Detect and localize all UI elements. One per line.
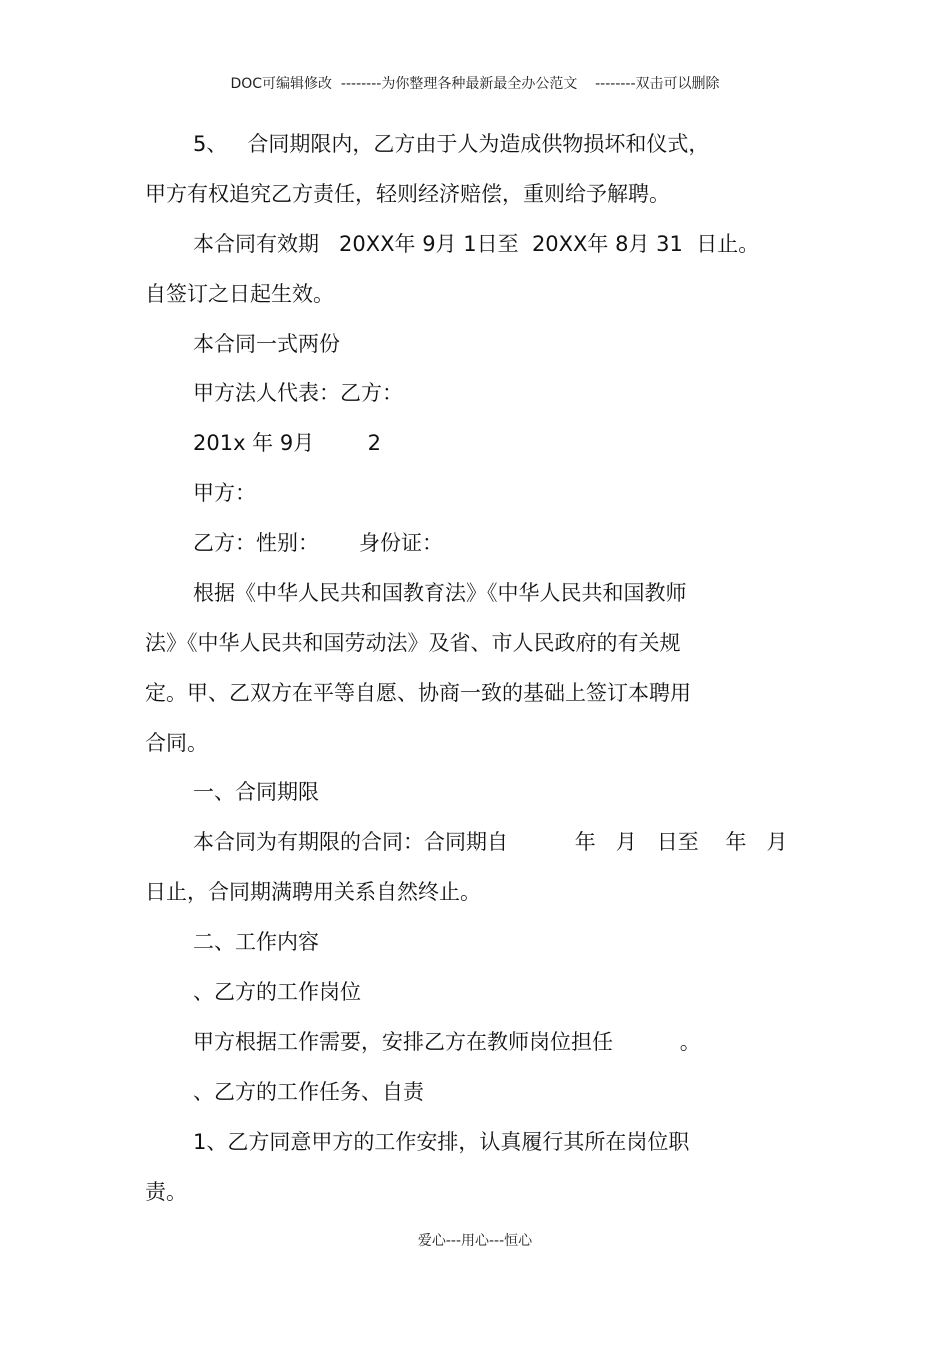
text-line: 根据《中华人民共和国教育法》《中华人民共和国教师 [193, 581, 687, 605]
text-line: 甲方法人代表：乙方： [193, 381, 403, 405]
text-line: 、乙方的工作任务、自责 [193, 1080, 424, 1104]
page-header: DOC可编辑修改 --------为你整理各种最新最全办公范文 --------双击可以删除 [230, 76, 720, 92]
text-line: 合同。 [145, 731, 208, 755]
text-line: 一、合同期限 [193, 780, 319, 804]
text-line: 1、乙方同意甲方的工作安排，认真履行其所在岗位职 [193, 1130, 690, 1154]
text-line: 责。 [145, 1180, 187, 1204]
text-line: 甲方根据工作需要，安排乙方在教师岗位担任 。 [193, 1030, 701, 1054]
text-line: 二、工作内容 [193, 930, 319, 954]
text-line: 5、 合同期限内，乙方由于人为造成供物损坏和仪式， [193, 132, 710, 156]
text-line: 自签订之日起生效。 [145, 282, 334, 306]
text-line: 乙方：性别： 身份证： [193, 531, 444, 555]
text-line: 201x 年 9月 2 [193, 431, 381, 455]
text-line: 本合同有效期 20XX年 9月 1日至 20XX年 8月 31 日止。 [193, 232, 760, 256]
text-line: 日止，合同期满聘用关系自然终止。 [145, 880, 481, 904]
text-line: 定。甲、乙双方在平等自愿、协商一致的基础上签订本聘用 [145, 681, 691, 705]
text-line: 法》《中华人民共和国劳动法》及省、市人民政府的有关规 [145, 631, 681, 655]
text-line: 甲方： [193, 481, 256, 505]
page-footer: 爱心---用心---恒心 [417, 1233, 533, 1249]
text-line: 本合同一式两份 [193, 332, 340, 356]
text-line: 、乙方的工作岗位 [193, 980, 361, 1004]
text-line: 甲方有权追究乙方责任，轻则经济赔偿，重则给予解聘。 [145, 182, 670, 206]
text-line: 本合同为有期限的合同：合同期自 年 月 日至 年 月 [193, 830, 788, 854]
